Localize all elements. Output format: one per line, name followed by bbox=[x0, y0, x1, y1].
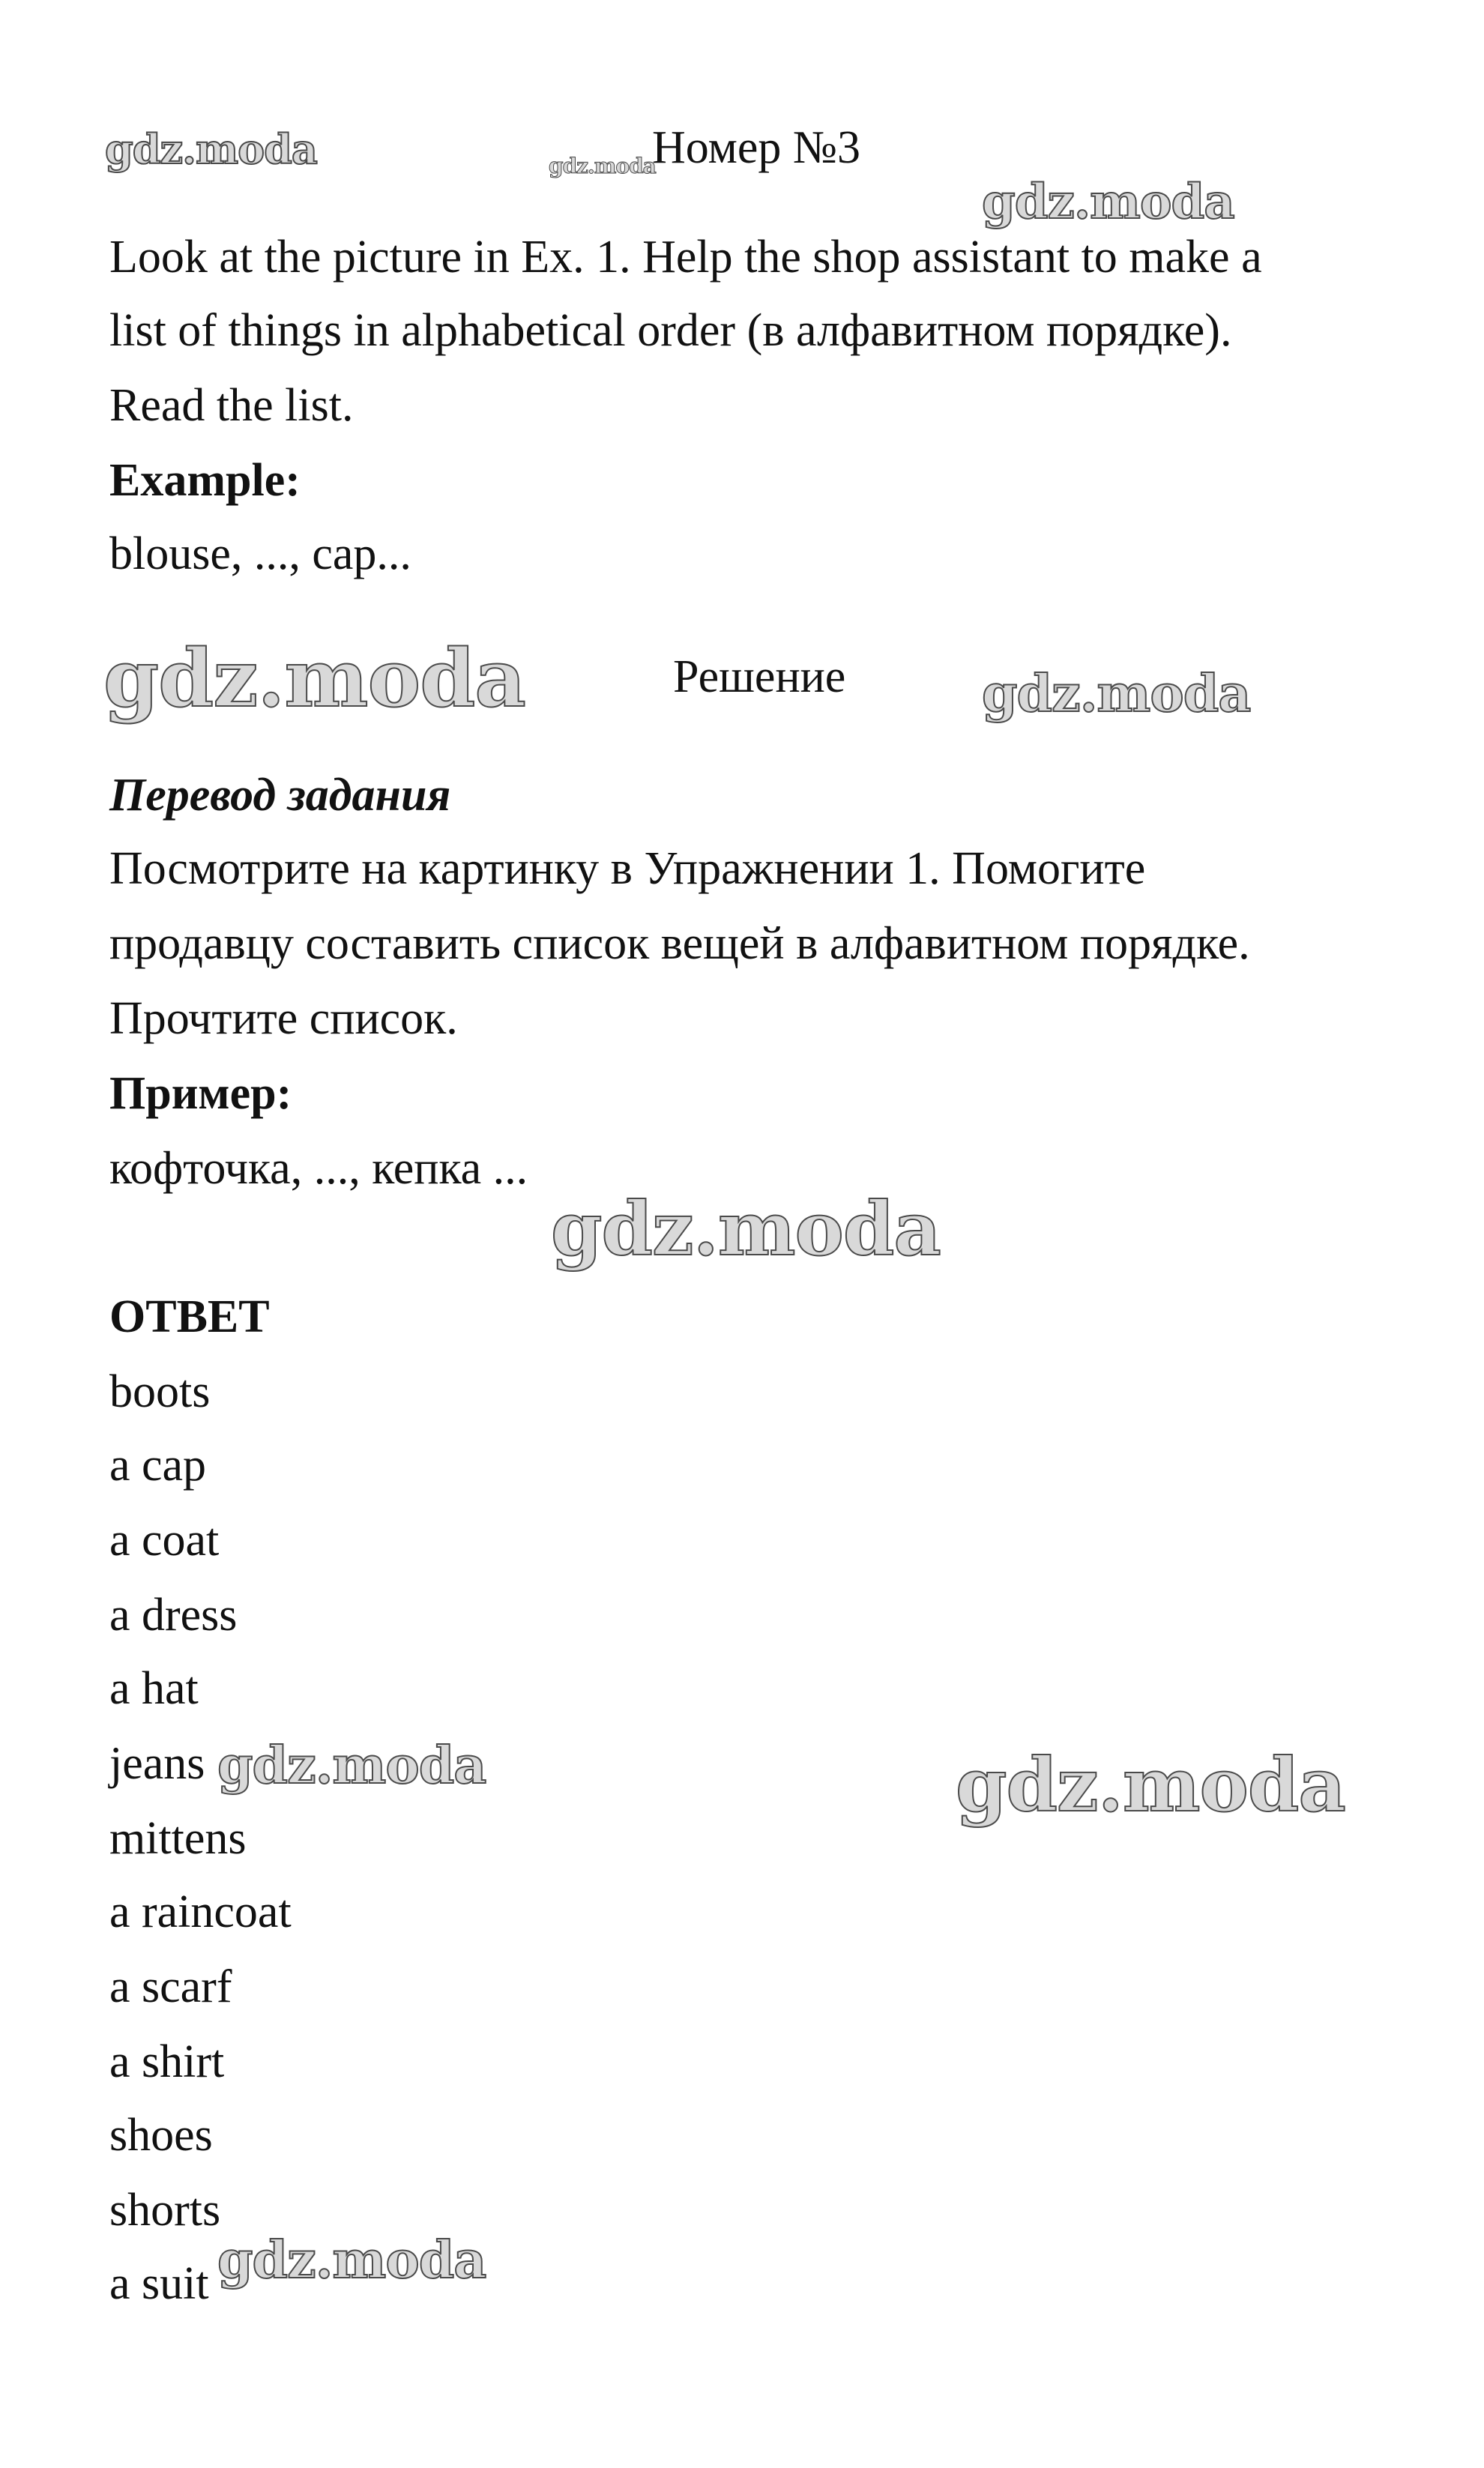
answer-item-hat: a hat bbox=[109, 1663, 199, 1714]
solution-label: Решение bbox=[673, 651, 846, 702]
answer-item-cap: a cap bbox=[109, 1440, 207, 1491]
watermark-logo: gdz.moda bbox=[103, 631, 525, 725]
answer-item-shirt: a shirt bbox=[109, 2036, 225, 2087]
translation-example-label: Пример: bbox=[109, 1068, 292, 1119]
example-text: blouse, ..., cap... bbox=[109, 528, 411, 579]
translation-text-line-2: продавцу составить список вещей в алфавитном порядке. bbox=[109, 918, 1250, 969]
watermark-logo: gdz.moda bbox=[217, 1736, 486, 1796]
answer-heading: ОТВЕТ bbox=[109, 1291, 270, 1342]
watermark-logo: gdz.moda bbox=[549, 154, 656, 178]
answer-item-jeans: jeans bbox=[109, 1738, 205, 1789]
watermark-logo: gdz.moda bbox=[956, 1743, 1345, 1829]
answer-item-shoes: shoes bbox=[109, 2110, 213, 2161]
translation-example-text: кофточка, ..., кепка ... bbox=[109, 1143, 528, 1194]
answer-item-shorts: shorts bbox=[109, 2185, 221, 2236]
page-title: Номер №3 bbox=[652, 122, 861, 173]
translation-text-line-3: Прочтите список. bbox=[109, 993, 458, 1044]
watermark-logo: gdz.moda bbox=[551, 1186, 941, 1273]
translation-text-line-1: Посмотрите на картинку в Упражнении 1. Помогите bbox=[109, 843, 1146, 894]
answer-item-mittens: mittens bbox=[109, 1813, 247, 1864]
answer-item-scarf: a scarf bbox=[109, 1961, 232, 2012]
answer-item-dress: a dress bbox=[109, 1590, 238, 1641]
example-label: Example: bbox=[109, 455, 301, 506]
answer-item-coat: a coat bbox=[109, 1515, 220, 1566]
watermark-logo: gdz.moda bbox=[982, 664, 1251, 724]
task-text-line-1: Look at the picture in Ex. 1. Help the shop assistant to make a bbox=[109, 232, 1262, 283]
answer-item-boots: boots bbox=[109, 1366, 211, 1417]
watermark-logo: gdz.moda bbox=[217, 2230, 486, 2290]
watermark-logo: gdz.moda bbox=[105, 125, 317, 173]
answer-item-suit: a suit bbox=[109, 2258, 209, 2309]
watermark-logo: gdz.moda bbox=[982, 174, 1234, 230]
answer-item-raincoat: a raincoat bbox=[109, 1886, 292, 1937]
task-text-line-3: Read the list. bbox=[109, 380, 354, 431]
task-text-line-2: list of things in alphabetical order (в алфавитном порядке). bbox=[109, 305, 1232, 356]
translation-heading: Перевод задания bbox=[109, 770, 451, 821]
